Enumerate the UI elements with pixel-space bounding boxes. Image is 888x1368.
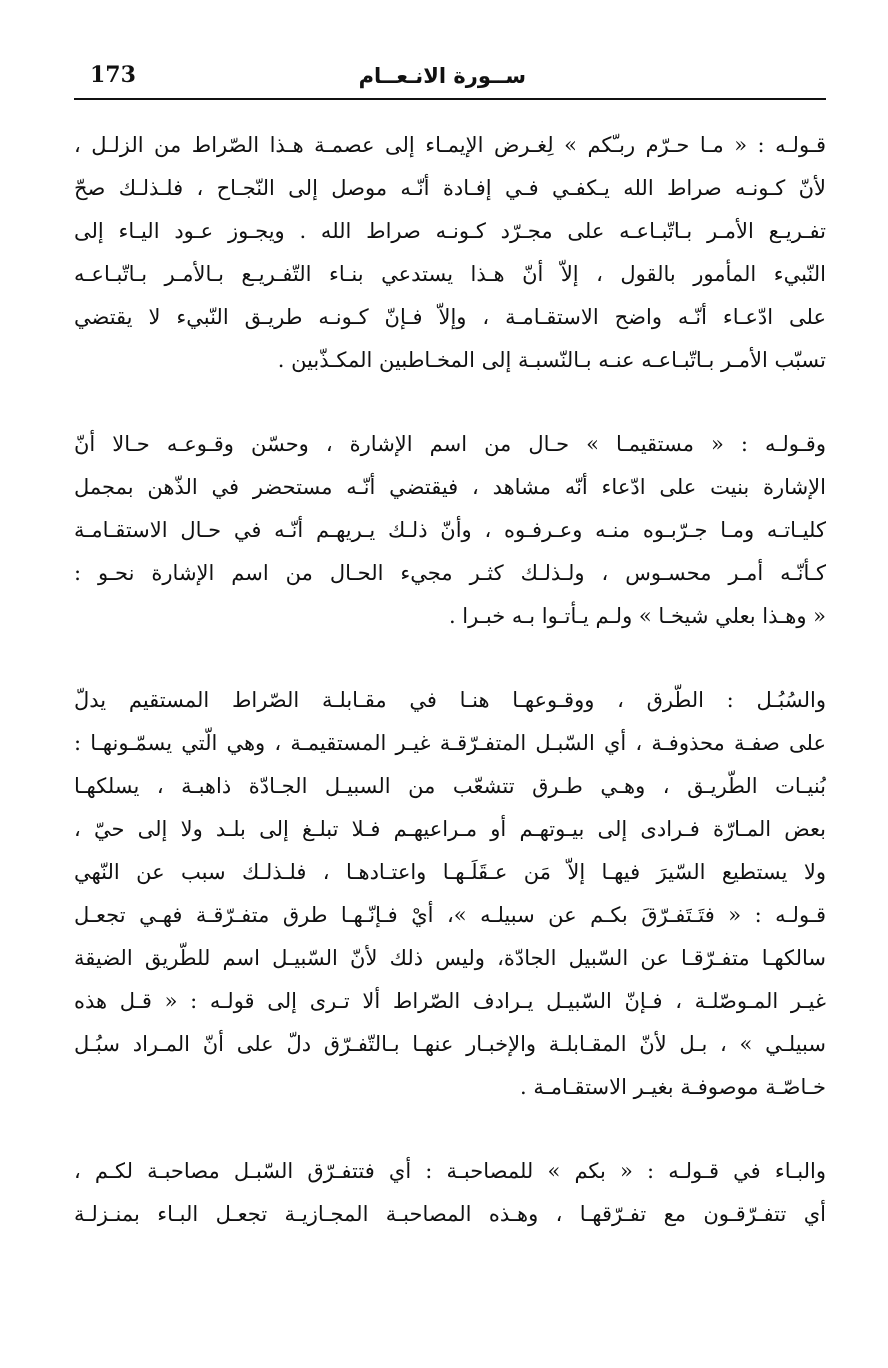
surah-running-title: ســورة الانـعــام (358, 64, 526, 88)
text-line: ولا يستطيع السّيرَ فيهـا إلاّ مَن عـقَلَـهـا واعتـادهـا ، فلـذلـك سبب عن النّهي (74, 860, 826, 884)
text-line: خـاصّـة موصوفـة بغيـر الاستقـامـة . (519, 1075, 826, 1099)
text-line: أي تتفـرّقـون مع تفـرّقهـا ، وهـذه المصاحبـة المجـازيـة تجعـل البـاء بمنـزلـة (74, 1202, 826, 1226)
text-line: تسبّب الأمـر بـاتّبـاعـه عنـه بـالنّسبـة إلى المخـاطبين المكـذّبين . (277, 348, 826, 372)
paragraph-4 (74, 1150, 826, 1236)
text-line: والبـاء في قـولـه : « بكم » للمصاحبـة : أي فتتفـرّق السّبـل مصاحبـة لكـم ، (74, 1159, 826, 1183)
text-line: بُنيـات الطّريـق ، وهـي طـرق تتشعّب من السبيـل الجـادّة ذاهبـة ، يسلكهـا (74, 774, 826, 798)
paragraph-2 (74, 423, 826, 638)
text-line: قـولـه : « فتَـتَفـرّقَ بكـم عن سبيلـه »، أيْ فـإنّـهـا طرق متفـرّقـة فهـي تجعـل (74, 903, 826, 927)
text-line: كـأنّـه أمـر محسـوس ، ولـذلـك كثـر مجيء الحـال من اسم الإشارة نحـو : (74, 561, 826, 585)
text-line: كليـاتـه ومـا جـرّبـوه منـه وعـرفـوه ، وأنّ ذلـك يـريهـم أنّـه في حـال الاستقـامـة (74, 518, 826, 542)
text-line: الإشارة بنيت على ادّعاء أنّه مشاهد ، فيقتضي أنّـه مستحضر في الذّهن بمجمل (74, 475, 826, 499)
text-line: تفـريـع الأمـر بـاتّبـاعـه على مجـرّد كـونـه صراط الله . ويجـوز عـود اليـاء إلى (74, 219, 826, 243)
text-line: سبيلـي » ، بـل لأنّ المقـابلـة والإخبـار عنهـا بـالتّفـرّق دلّ على أنّ المـراد سبُـل (74, 1032, 826, 1056)
page-number: 173 (90, 62, 136, 88)
text-line: « وهـذا بعلي شيخـا » ولـم يـأتـوا بـه خبـرا . (448, 604, 826, 628)
header-rule (74, 98, 826, 100)
text-line: سالكهـا متفـرّقـا عن السّبيل الجادّة، وليس ذلك لأنّ السّبيـل اسم للطّريق الضيقة (74, 946, 826, 970)
text-line: غيـر المـوصّلـة ، فـإنّ السّبيـل يـرادف الصّراط ألا تـرى إلى قولـه : « قـل هذه (74, 989, 826, 1013)
text-line: قـولـه : « مـا حـرّم ربـّكم » لِغـرض الإيمـاء إلى عصمـة هـذا الصّراط من الزلـل ، (74, 133, 826, 157)
text-line: على صفـة محذوفـة ، أي السّبـل المتفـرّقـة غيـر المستقيمـة ، وهي الّتي يسمّـونهـا : (74, 731, 826, 755)
text-line: على ادّعـاء أنّـه واضح الاستقـامـة ، وإلاّ فـإنّ كـونـه طريـق النّبيء لا يقتضي (74, 305, 826, 329)
page-header (74, 56, 826, 100)
paragraph-3 (74, 679, 826, 1109)
text-line: لأنّ كـونـه صراط الله يـكفـي فـي إفـادة أنّـه موصل إلى النّجـاح ، فلـذلـك صحّ (74, 176, 826, 200)
text-line: بعض المـارّة فـرادى إلى بيـوتهـم أو مـراعيهـم فـلا تبلـغ إلى بلـد ولا إلى حيّ ، (74, 817, 826, 841)
text-line: النّبيء المأمور بالقول ، إلاّ أنّ هـذا يستدعي بنـاء التّفـريـع بـالأمـر بـاتّبـاعـه (74, 262, 826, 286)
page-body (74, 124, 826, 1277)
text-line: والسُبُـل : الطّرق ، ووقـوعهـا هنـا في مقـابلـة الصّراط المستقيم يدلّ (74, 688, 826, 712)
paragraph-1 (74, 124, 826, 382)
text-line: وقـولـه : « مستقيمـا » حـال من اسم الإشارة ، وحسّن وقـوعـه حـالا أنّ (74, 432, 826, 456)
